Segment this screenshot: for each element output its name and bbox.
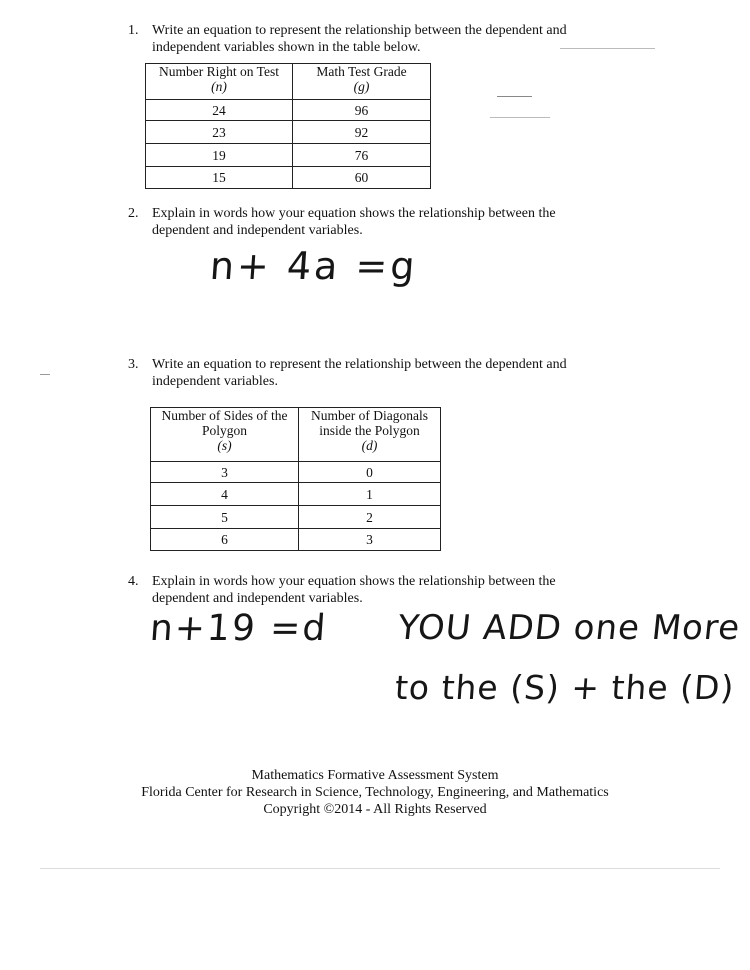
scan-smudge bbox=[560, 48, 655, 49]
handwritten-answer-4-line-1: YOU ADD one More bbox=[395, 608, 743, 648]
question-text: Write an equation to represent the relationship between the dependent and independent variables. bbox=[152, 357, 567, 389]
table-row: 6 3 bbox=[151, 529, 441, 551]
table-row: 23 92 bbox=[146, 121, 431, 144]
table-header: Number Right on Test (n) bbox=[146, 64, 293, 100]
question-1 bbox=[128, 22, 618, 58]
question-2 bbox=[128, 205, 618, 241]
page-footer bbox=[90, 767, 660, 818]
table-header: Number of Sides of the Polygon (s) bbox=[151, 408, 299, 462]
table-row: 15 60 bbox=[146, 167, 431, 189]
table-row: 3 0 bbox=[151, 462, 441, 483]
footer-line-2: Florida Center for Research in Science, Technology, Engineering, and Mathematics bbox=[141, 785, 609, 800]
handwritten-answer-4-line-2: to the (S) + the (D) bbox=[393, 668, 736, 707]
scan-smudge bbox=[40, 868, 720, 869]
question-text: Write an equation to represent the relationship between the dependent and independent variables shown in the table below. bbox=[152, 23, 567, 55]
footer-line-3: Copyright ©2014 - All Rights Reserved bbox=[263, 802, 487, 817]
table-row: 4 1 bbox=[151, 483, 441, 506]
scan-smudge bbox=[490, 117, 550, 118]
question-number: 3. bbox=[128, 357, 139, 372]
question-number: 2. bbox=[128, 206, 139, 221]
test-grade-table bbox=[145, 63, 431, 189]
question-number: 4. bbox=[128, 574, 139, 589]
table-row: 5 2 bbox=[151, 506, 441, 529]
table-row: 19 76 bbox=[146, 144, 431, 167]
table-row: 24 96 bbox=[146, 100, 431, 121]
scan-smudge bbox=[497, 96, 532, 97]
question-number: 1. bbox=[128, 23, 139, 38]
question-4 bbox=[128, 573, 618, 609]
handwritten-answer-1: n+ 4a =g bbox=[208, 244, 420, 288]
table-header: Number of Diagonals inside the Polygon (d) bbox=[299, 408, 441, 462]
table-header: Math Test Grade (g) bbox=[293, 64, 431, 100]
scan-smudge bbox=[40, 374, 50, 375]
question-3 bbox=[128, 356, 618, 392]
footer-line-1: Mathematics Formative Assessment System bbox=[251, 768, 499, 783]
handwritten-answer-3: n+19 =d bbox=[148, 608, 329, 649]
question-text: Explain in words how your equation shows the relationship between the dependent and independent variables. bbox=[152, 574, 556, 606]
polygon-diagonals-table bbox=[150, 407, 441, 551]
question-text: Explain in words how your equation shows the relationship between the dependent and independent variables. bbox=[152, 206, 556, 238]
